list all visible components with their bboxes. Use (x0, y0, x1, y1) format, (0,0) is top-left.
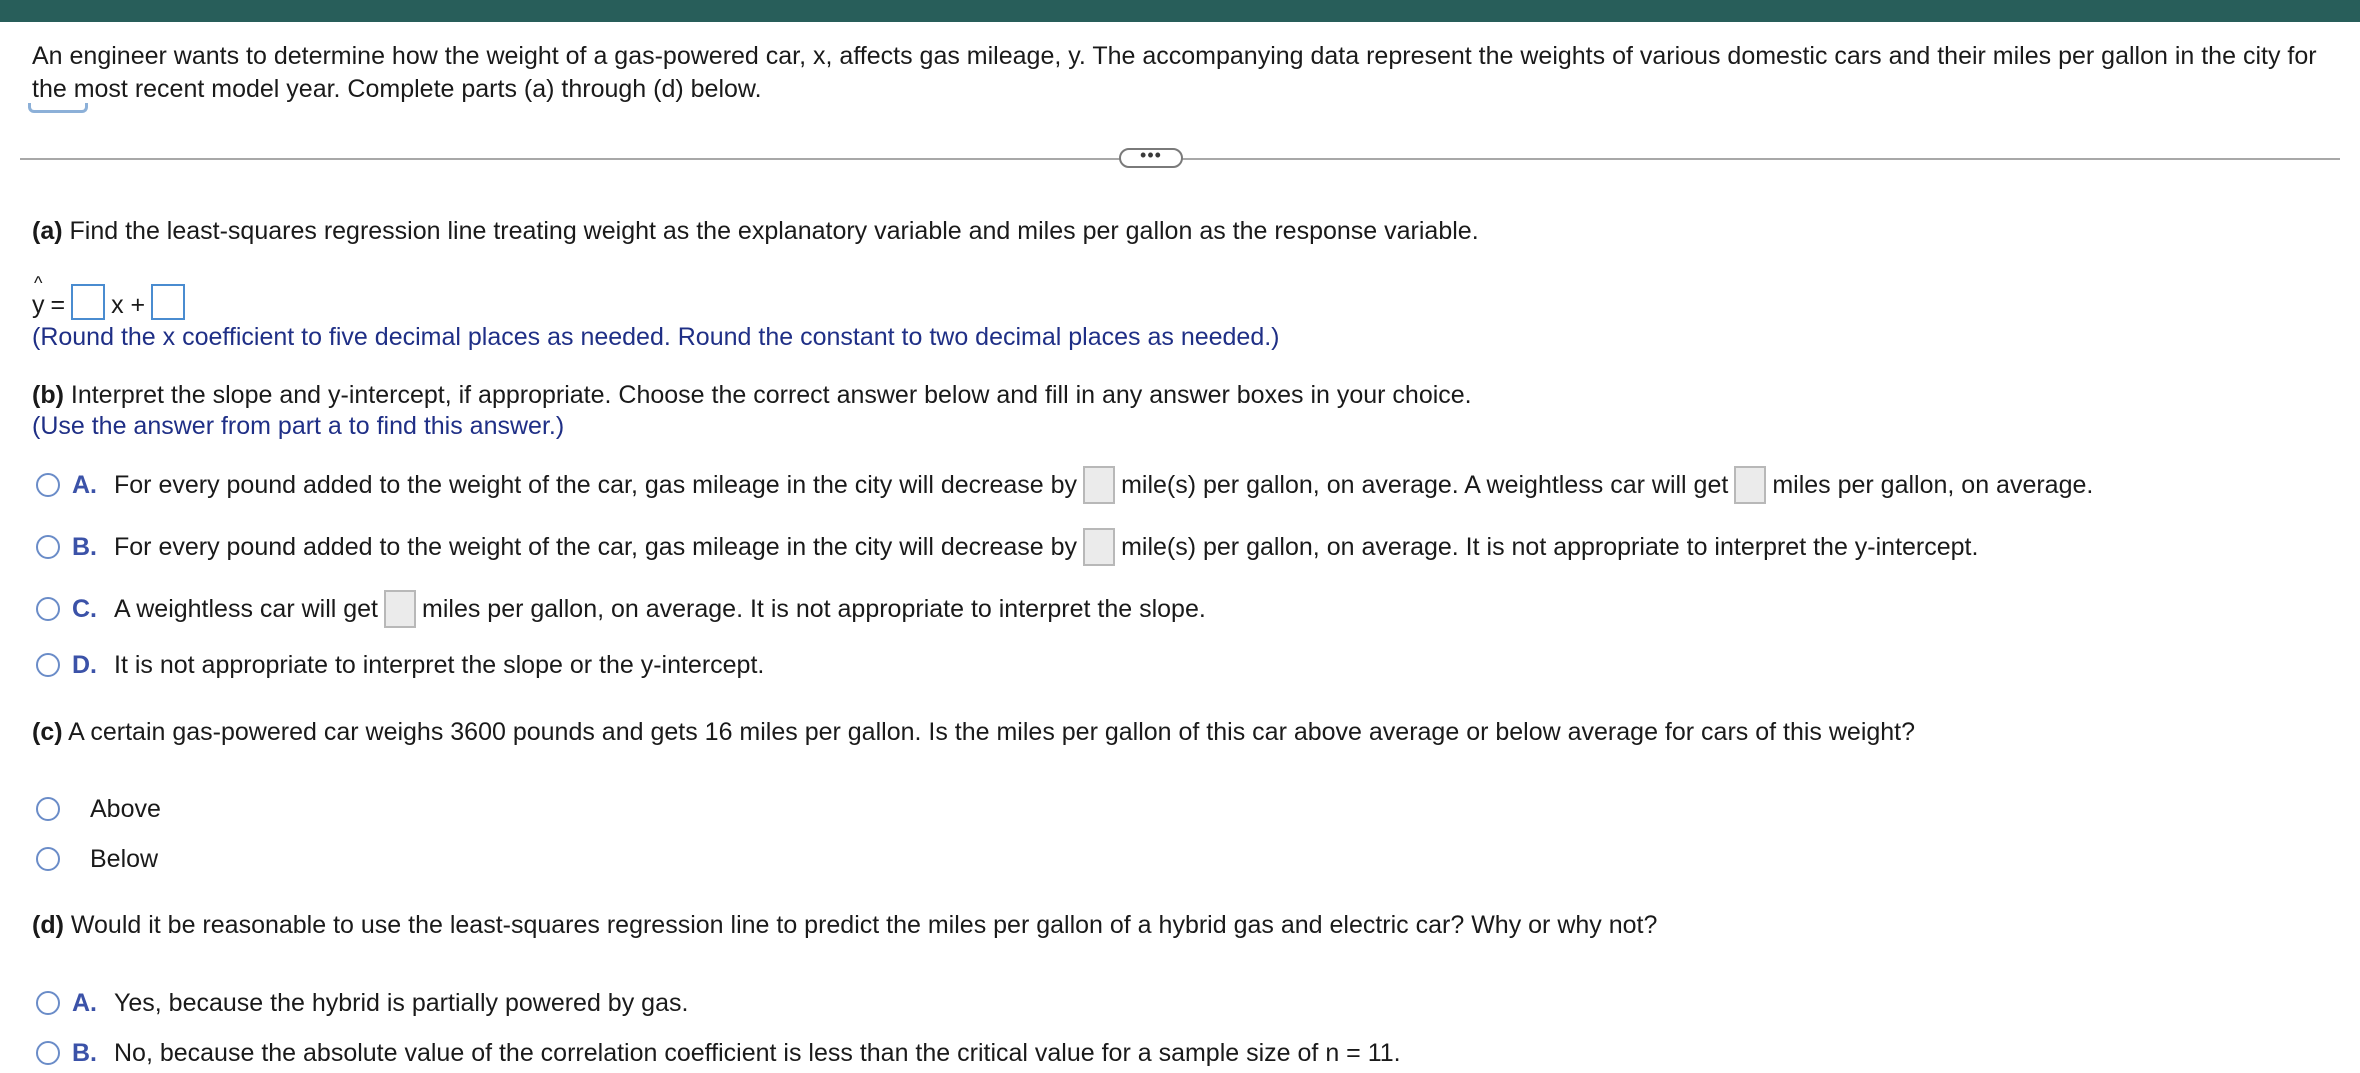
slope-answer-box[interactable] (71, 284, 105, 320)
part-a-text: Find the least-squares regression line treating weight as the explanatory variable and miles per gallon as the response variable. (69, 217, 1479, 245)
choice-text: No, because the absolute value of the correlation coefficient is less than the critical value for a sample size of n = 11. (114, 1038, 1401, 1067)
hat-accent: ^ (34, 273, 43, 293)
equals-sign: = (50, 291, 66, 319)
part-b-choice-c[interactable] (36, 589, 1206, 629)
part-a-label: (a) (32, 217, 63, 245)
radio-button[interactable] (36, 797, 60, 821)
part-a-hint: (Round the x coefficient to five decimal places as needed. Round the constant to two decimal places as needed.) (32, 323, 1280, 351)
part-c-option-below[interactable] (36, 839, 158, 879)
part-b-choice-d[interactable] (36, 645, 764, 685)
part-d-text: Would it be reasonable to use the least-squares regression line to predict the miles per gallon of a hybrid gas and electric car? Why or why not? (70, 911, 1658, 939)
radio-button[interactable] (36, 473, 60, 497)
choice-text: For every pound added to the weight of the car, gas mileage in the city will decrease by mile(s) per gallon, on average. A weightless car will get miles per gallon, on average. (114, 466, 2093, 504)
data-table-tab[interactable] (28, 103, 88, 113)
part-d-choice-b[interactable] (36, 1033, 1401, 1073)
top-bar (0, 0, 2360, 22)
part-d-choice-a[interactable] (36, 983, 688, 1023)
part-b-label: (b) (32, 381, 64, 409)
radio-button[interactable] (36, 1041, 60, 1065)
choice-letter: B. (72, 1038, 97, 1067)
intercept-interpretation-box[interactable] (384, 590, 416, 628)
choice-letter: A. (72, 470, 97, 499)
choice-letter: A. (72, 988, 97, 1017)
option-label: Above (90, 794, 161, 823)
choice-text: For every pound added to the weight of the car, gas mileage in the city will decrease by mile(s) per gallon, on average. It is not appropriate to interpret the y-intercept. (114, 528, 1978, 566)
choice-text: Yes, because the hybrid is partially powered by gas. (114, 988, 689, 1017)
radio-button[interactable] (36, 597, 60, 621)
part-d-label: (d) (32, 911, 64, 939)
radio-button[interactable] (36, 991, 60, 1015)
part-a-question (32, 216, 1479, 246)
part-b-choice-b[interactable] (36, 527, 1978, 567)
part-c-label: (c) (32, 718, 63, 746)
y-hat-symbol: ^ y (32, 273, 45, 319)
intercept-answer-box[interactable] (151, 284, 185, 320)
regression-equation (32, 270, 185, 320)
slope-interpretation-box[interactable] (1083, 466, 1115, 504)
expand-more-button[interactable]: ••• (1119, 148, 1183, 168)
radio-button[interactable] (36, 535, 60, 559)
part-c-option-above[interactable] (36, 789, 161, 829)
choice-text: A weightless car will get miles per gallon, on average. It is not appropriate to interpret the slope. (114, 590, 1206, 628)
part-b-question (32, 380, 1472, 410)
choice-letter: C. (72, 594, 97, 623)
radio-button[interactable] (36, 847, 60, 871)
part-b-hint: (Use the answer from part a to find this answer.) (32, 412, 565, 440)
choice-letter: B. (72, 532, 97, 561)
part-d-question (32, 910, 1657, 940)
intercept-interpretation-box[interactable] (1734, 466, 1766, 504)
problem-intro: An engineer wants to determine how the weight of a gas-powered car, x, affects gas mileage, y. The accompanying data represent the weights of various domestic cars and their miles per gallon in the city for the most recent model year. Complete parts (a) through (d) below. (32, 42, 2317, 103)
x-plus-text: x + (111, 291, 146, 319)
part-c-text: A certain gas-powered car weighs 3600 pounds and gets 16 miles per gallon. Is the miles per gallon of this car above average or below average for cars of this weight? (68, 718, 1916, 746)
part-c-question (32, 717, 1915, 747)
option-label: Below (90, 844, 159, 873)
slope-interpretation-box[interactable] (1083, 528, 1115, 566)
part-b-choice-a[interactable] (36, 465, 2093, 505)
part-b-text: Interpret the slope and y-intercept, if appropriate. Choose the correct answer below and fill in any answer boxes in your choice. (70, 381, 1472, 409)
choice-letter: D. (72, 650, 97, 679)
radio-button[interactable] (36, 653, 60, 677)
choice-text: It is not appropriate to interpret the slope or the y-intercept. (114, 650, 765, 679)
